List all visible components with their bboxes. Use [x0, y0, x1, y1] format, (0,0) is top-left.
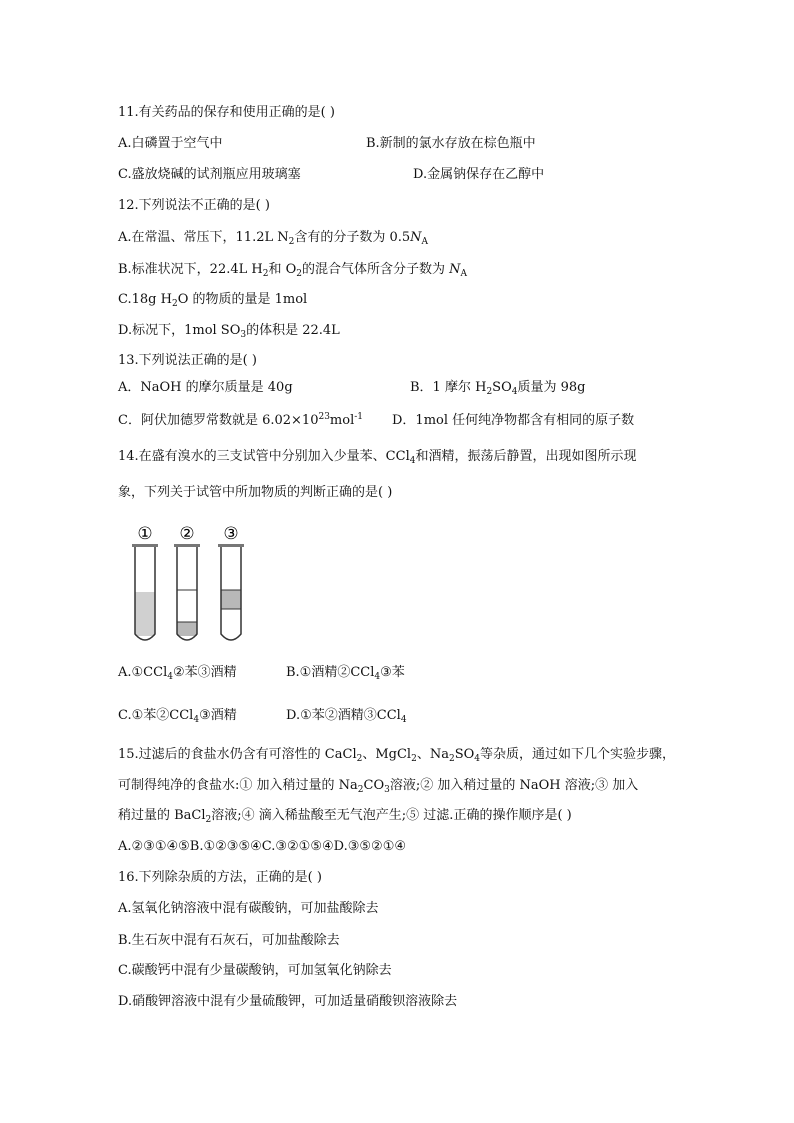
q14-option-a: A.①CCl$_4$②苯③酒精 — [118, 665, 237, 682]
q13-stem: 13.下列说法正确的是( ) — [118, 353, 257, 368]
tube-1-liquid — [135, 592, 155, 636]
q15-stem-line1: 15.过滤后的食盐水仍含有可溶性的 CaCl$_2$、MgCl$_2$、$Na_2SO_4$等杂质，通过如下几个实验步骤， — [118, 747, 676, 764]
q11-option-b: B.新制的氯水存放在棕色瓶中 — [366, 136, 536, 151]
q12-option-a: A.在常温、常压下，11.2L $N_2$含有的分子数为 $0.5N_A$ — [118, 230, 429, 247]
q15-options: A.②③①④⑤B.①②③⑤④C.③②①⑤④D.③⑤②①④ — [118, 839, 406, 854]
q13-option-d: D．1mol 任何纯净物都含有相同的原子数 — [392, 413, 635, 428]
q16-option-b: B.生石灰中混有石灰石，可加盐酸除去 — [118, 933, 340, 948]
q11-option-a: A.白磷置于空气中 — [118, 136, 223, 151]
q11-stem: 11.有关药品的保存和使用正确的是( ) — [118, 105, 335, 120]
q16-option-d: D.硝酸钾溶液中混有少量硫酸钾，可加适量硝酸钡溶液除去 — [118, 994, 458, 1009]
tube-3-upper-layer — [221, 590, 241, 609]
q14-option-c: C.①苯②CCl$_4$③酒精 — [118, 708, 237, 725]
q16-option-c: C.碳酸钙中混有少量碳酸钠，可加氢氧化钠除去 — [118, 963, 392, 978]
tube-label-2: ② — [179, 524, 195, 544]
q11-option-c: C.盛放烧碱的试剂瓶应用玻璃塞 — [118, 167, 301, 182]
q12-stem: 12.下列说法不正确的是( ) — [118, 198, 270, 213]
q11-option-d: D.金属钠保存在乙醇中 — [413, 167, 545, 182]
test-tube-3 — [218, 524, 244, 640]
tube-label-1: ① — [137, 524, 153, 544]
q13-option-b: B．1 摩尔 $H_2SO_4$质量为 98g — [410, 380, 586, 397]
q14-stem-line1: 14.在盛有溴水的三支试管中分别加入少量苯、CCl$_4$和酒精，振荡后静置，出现如图所示现 — [118, 449, 637, 466]
q14-option-b: B.①酒精②CCl$_4$③苯 — [286, 665, 405, 682]
tube-1-rim — [132, 544, 158, 547]
q12-option-b: B.标准状况下，22.4L $H_2$和 $O_2$的混合气体所含分子数为 $N_A$ — [118, 262, 468, 279]
q14-stem-line2: 象，下列关于试管中所加物质的判断正确的是( ) — [118, 485, 393, 500]
tube-2-lower-layer — [177, 622, 197, 636]
q15-stem-line2: 可制得纯净的食盐水:① 加入稍过量的 $Na_2CO_3$溶液;② 加入稍过量的 NaOH 溶液;③ 加入 — [118, 778, 639, 795]
q15-stem-line3: 稍过量的 BaCl$_2$溶液;④ 滴入稀盐酸至无气泡产生;⑤ 过滤.正确的操作顺序是( ) — [118, 808, 572, 825]
q13-option-a: A．NaOH 的摩尔质量是 40g — [118, 380, 293, 395]
test-tube-1 — [132, 524, 158, 640]
q13-option-c: C．阿伏加德罗常数就是 $6.02\times 10^{23}mol^{-1}$ — [118, 412, 364, 428]
test-tube-2 — [174, 524, 200, 640]
q14-option-d: D.①苯②酒精③CCl$_4$ — [286, 708, 407, 725]
test-tubes-figure — [126, 524, 256, 648]
q16-option-a: A.氢氧化钠溶液中混有碳酸钠，可加盐酸除去 — [118, 901, 379, 916]
tube-label-3: ③ — [223, 524, 239, 544]
q12-option-c: C.18g $H_2O$ 的物质的量是 1mol — [118, 292, 308, 309]
tube-3-rim — [218, 544, 244, 547]
q16-stem: 16.下列除杂质的方法，正确的是( ) — [118, 870, 322, 885]
tube-2-rim — [174, 544, 200, 547]
q12-option-d: D.标况下，1mol $SO_3$的体积是 22.4L — [118, 323, 340, 340]
